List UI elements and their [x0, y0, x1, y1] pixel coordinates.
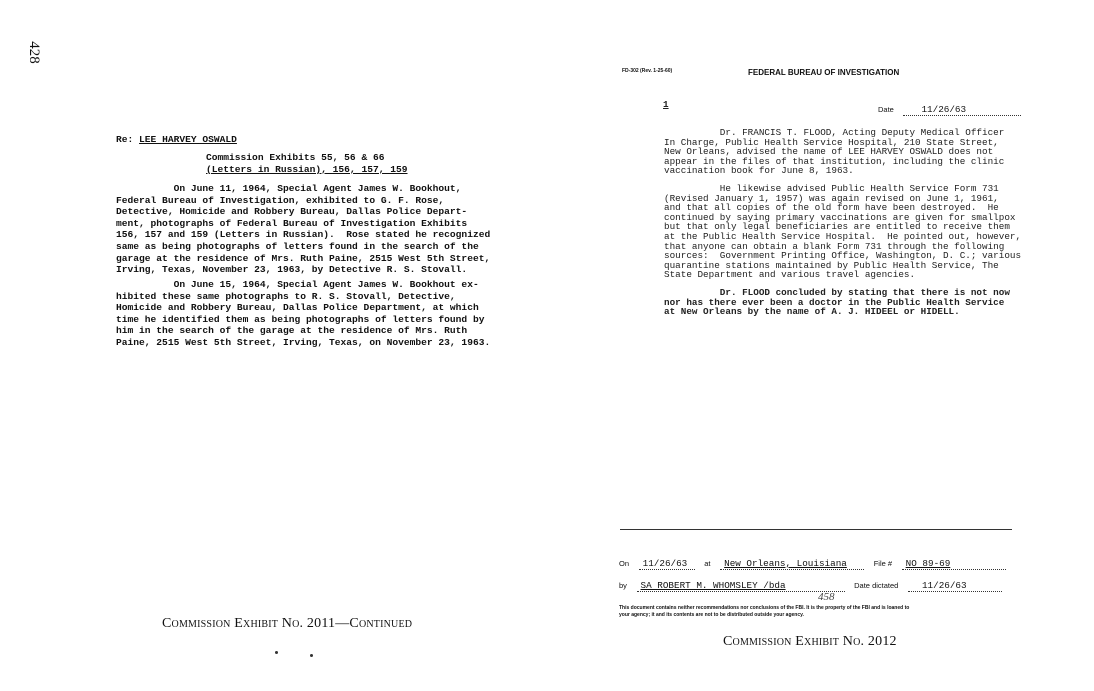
left-caption: Commission Exhibit No. 2011—Continued — [162, 616, 413, 631]
at-label: at — [704, 559, 711, 568]
left-paragraph-1: On June 11, 1964, Special Agent James W. Bookhout, Federal Bureau of Investigation, exhibited to G. F. Rose, Detective, Homicide and Robbery Bureau, Dallas Police Depart- ment, photographs of Federal Bureau of Investigation Exhibits 156, 157 and 159 (Letters in Russian). Rose stated he recognized same as being photographs of letters found in the search of the garage at the residence of Mrs. Ruth Paine, 2515 West 5th Street, Irving, Texas, November 23, 1963, by Detective R. S. Stovall. — [116, 183, 491, 276]
re-subject: LEE HARVEY OSWALD — [139, 134, 237, 145]
footer-line-1 — [619, 556, 1079, 570]
disclaimer-line-1: This document contains neither recommendations nor conclusions of the FBI. It is the property of the FBI and is loaned to — [619, 605, 910, 611]
scan-speck — [310, 654, 313, 657]
dictated-label: Date dictated — [854, 581, 899, 590]
page-number: 428 — [25, 41, 42, 64]
right-paragraph-3: Dr. FLOOD concluded by stating that there is not now nor has there ever been a doctor in the Public Health Service at New Orleans by the name of A. J. HIDEEL or HIDELL. — [664, 287, 1010, 318]
re-line — [116, 134, 237, 146]
on-label: On — [619, 559, 630, 568]
footer-line-2 — [619, 578, 1079, 592]
date-field — [878, 99, 1021, 117]
by-label: by — [619, 581, 627, 590]
divider — [620, 529, 1012, 530]
right-paragraph-2: He likewise advised Public Health Service Form 731 (Revised January 1, 1957) was again revised on June 1, 1961, and that all copies of the old form have been destroyed. He continued by saying primary vaccinations are given for smallpox but that only legal beneficiaries are entitled to receive them at the Public Health Service Hospital. He pointed out, however, that anyone can obtain a blank Form 731 through the following sources: Government Printing Office, Washington, D. C.; various quarantine stations maintained by Public Health Service, The State Department and various travel agencies. — [664, 183, 1022, 281]
form-number: FD-302 (Rev. 1-25-60) — [622, 68, 673, 74]
right-paragraph-1: Dr. FRANCIS T. FLOOD, Acting Deputy Medical Officer In Charge, Public Health Service Hospital, 210 State Street, New Orleans, advised the name of LEE HARVEY OSWALD does not appear in the files of that institution, including the clinic vaccination book for June 8, 1963. — [664, 127, 1005, 177]
at-value: New Orleans, Louisiana — [720, 558, 864, 570]
right-caption: Commission Exhibit No. 2012 — [723, 634, 897, 649]
left-paragraph-2: On June 15, 1964, Special Agent James W. Bookhout ex- hibited these same photographs to R. S. Stovall, Detective, Homicide and Robbery Bureau, Dallas Police Department, at which time he identified them as being photographs of letters found by him in the search of the garage at the residence of Mrs. Ruth Paine, 2515 West 5th Street, Irving, Texas, on November 23, 1963. — [116, 279, 491, 348]
exhibit-line-2: (Letters in Russian), 156, 157, 159 — [206, 164, 408, 175]
page-marker: 1 — [663, 99, 669, 110]
disclaimer-line-2: your agency; it and its contents are not to be distributed outside your agency. — [619, 612, 804, 618]
exhibit-line-1: Commission Exhibits 55, 56 & 66 — [206, 152, 385, 163]
by-value: SA ROBERT M. WHOMSLEY /bda — [637, 580, 845, 592]
file-label: File # — [873, 559, 893, 568]
handwritten-number: 458 — [818, 591, 835, 603]
scan-speck — [275, 651, 278, 654]
file-value: NO 89-69 — [902, 558, 1006, 570]
dictated-value: 11/26/63 — [908, 580, 1002, 592]
date-label: Date — [878, 105, 894, 114]
date-value: 11/26/63 — [903, 104, 1021, 116]
agency-header: FEDERAL BUREAU OF INVESTIGATION — [748, 68, 900, 77]
on-value: 11/26/63 — [639, 558, 695, 570]
re-label: Re: — [116, 134, 134, 145]
